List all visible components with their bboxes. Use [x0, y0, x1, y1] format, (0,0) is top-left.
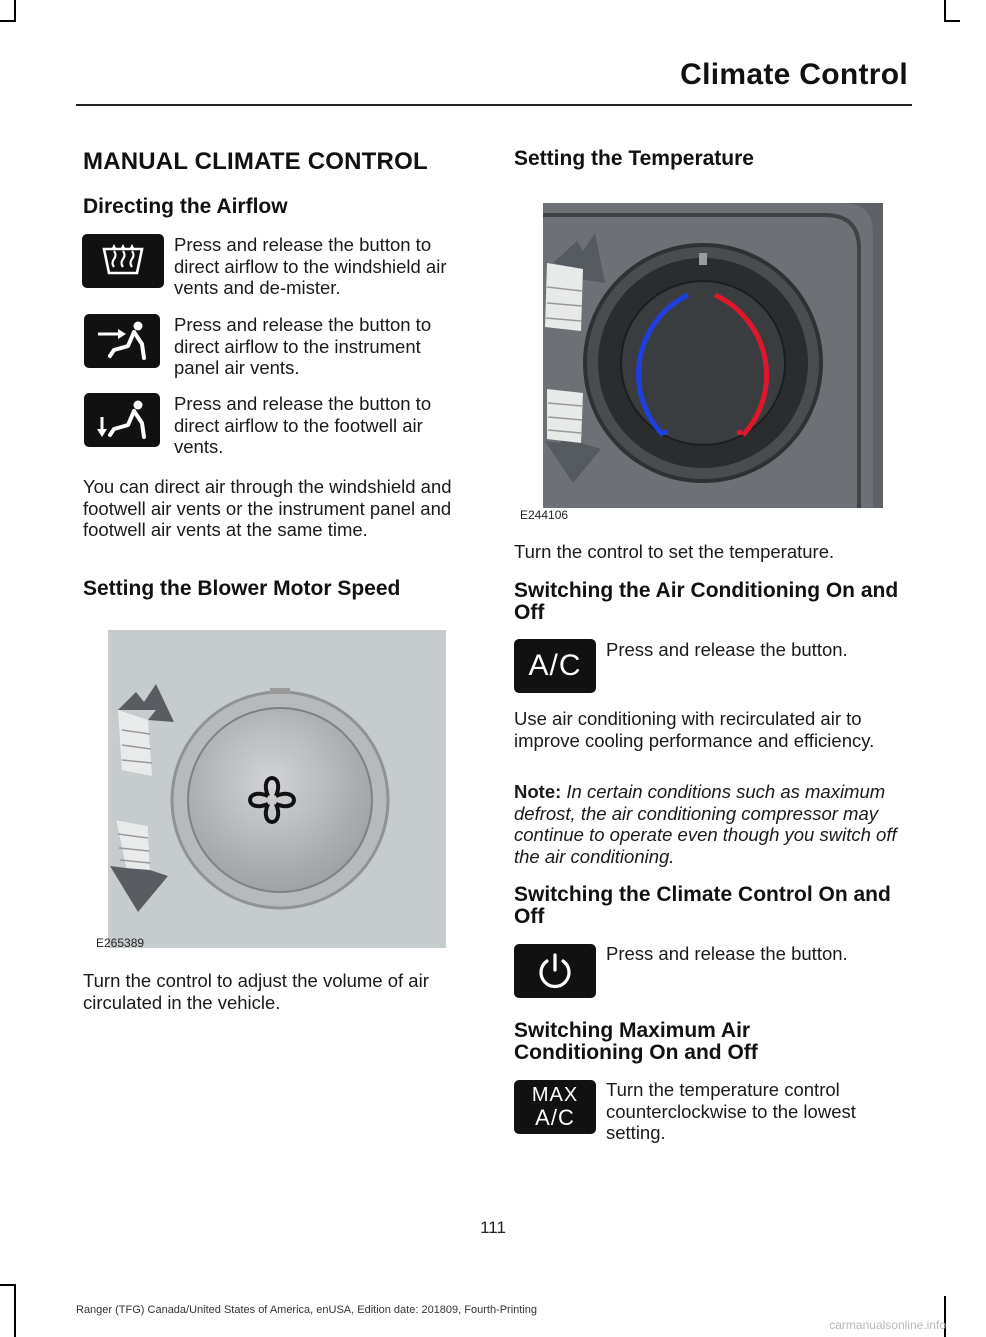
crop-mark-top-left-h	[0, 20, 16, 22]
max-ac-icon	[514, 1080, 596, 1134]
ac-heading: Switching the Air Conditioning On and Off	[514, 579, 899, 624]
max-ac-text: Turn the temperature control counterclockwise to the lowest setting.	[606, 1079, 856, 1143]
crop-mark-top-right-v	[944, 0, 946, 22]
power-icon	[514, 944, 596, 998]
blower-paragraph: Turn the control to adjust the volume of air circulated in the vehicle.	[83, 970, 429, 1013]
airflow-item-3-text: Press and release the button to direct airflow to the footwell air vents.	[174, 393, 432, 457]
airflow-item-2-text: Press and release the button to direct airflow to the instrument panel air vents.	[174, 314, 432, 378]
footwell-vent-icon	[84, 393, 160, 447]
blower-figure-code: E265389	[96, 936, 145, 950]
temperature-heading: Setting the Temperature	[514, 147, 754, 170]
max-ac-label-top: MAX	[531, 1084, 579, 1106]
max-ac-heading: Switching Maximum Air Conditioning On and Off	[514, 1019, 758, 1064]
watermark: carmanualsonline.info	[829, 1318, 946, 1332]
edition-line: Ranger (TFG) Canada/United States of America, enUSA, Edition date: 201809, Fourth-Printing	[76, 1304, 538, 1316]
airflow-heading: Directing the Airflow	[83, 195, 288, 218]
page-header-title: Climate Control	[680, 58, 908, 91]
page-number: 111	[480, 1218, 506, 1237]
ac-note	[514, 781, 906, 867]
climate-text: Press and release the button.	[606, 943, 848, 964]
temperature-paragraph: Turn the control to set the temperature.	[514, 541, 835, 562]
ac-paragraph: Use air conditioning with recirculated air to improve cooling performance and efficiency.	[514, 708, 875, 751]
airflow-paragraph: You can direct air through the windshield and footwell air vents or the instrument panel and footwell air vents at the same time.	[83, 476, 452, 540]
crop-mark-bottom-left-h	[0, 1284, 16, 1286]
ac-note-label: Note:	[514, 781, 562, 802]
max-ac-label-bottom: A/C	[535, 1105, 575, 1130]
temperature-figure-code-label: E244106	[520, 508, 569, 522]
ac-button-icon	[514, 639, 596, 693]
ac-text: Press and release the button.	[606, 639, 848, 660]
header-divider	[76, 104, 912, 106]
blower-control-figure	[96, 630, 446, 950]
temperature-control-figure	[543, 203, 883, 508]
crop-mark-bottom-left-v	[14, 1284, 16, 1337]
windshield-defrost-icon	[82, 234, 164, 288]
ac-note-text: In certain conditions such as maximum defrost, the air conditioning compressor may continue to operate even though you switch off the air conditioning.	[514, 781, 897, 867]
airflow-item-1-text: Press and release the button to direct airflow to the windshield air vents and de-mister.	[174, 234, 447, 298]
blower-heading: Setting the Blower Motor Speed	[83, 577, 401, 600]
section-title: MANUAL CLIMATE CONTROL	[83, 148, 428, 175]
climate-heading: Switching the Climate Control On and Off	[514, 883, 891, 928]
panel-vent-icon	[84, 314, 160, 368]
crop-mark-top-right-h	[944, 20, 960, 22]
crop-mark-top-left-v	[14, 0, 16, 22]
ac-button-label: A/C	[528, 649, 582, 682]
